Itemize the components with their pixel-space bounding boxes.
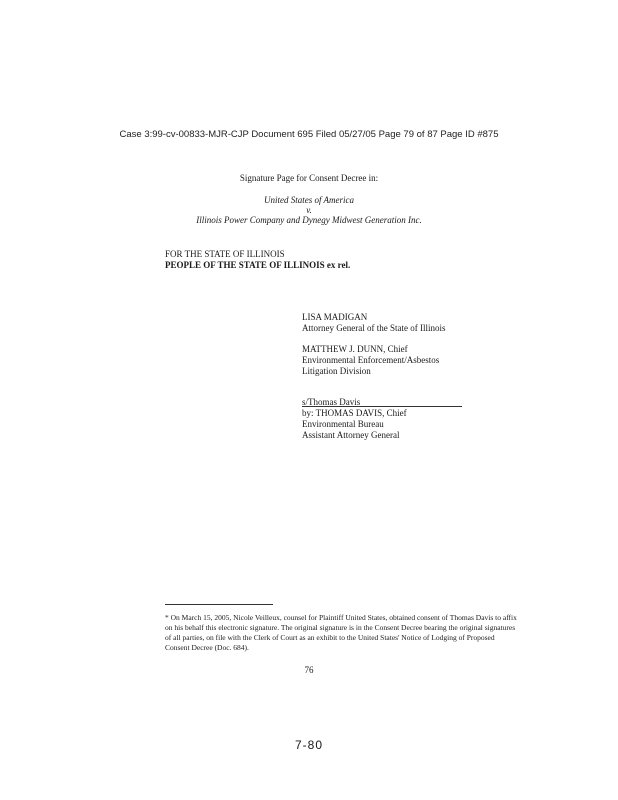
footnote-rule — [165, 604, 273, 605]
page-number: 76 — [304, 665, 314, 675]
signature-line — [302, 406, 462, 407]
exhibit-number: 7-80 — [294, 738, 324, 752]
caption-party-defendant: Illinois Power Company and Dynegy Midwest Generation Inc. — [196, 215, 422, 225]
madigan-name: LISA MADIGAN — [302, 312, 368, 322]
davis-title-line2: Assistant Attorney General — [302, 430, 400, 440]
madigan-title: Attorney General of the State of Illinois — [302, 323, 446, 333]
davis-name: by: THOMAS DAVIS, Chief — [302, 408, 407, 418]
caption-title: Signature Page for Consent Decree in: — [239, 173, 379, 183]
dunn-title-line2: Litigation Division — [302, 366, 371, 376]
dunn-title-line1: Environmental Enforcement/Asbestos — [302, 355, 440, 365]
caption-versus: v. — [306, 205, 312, 215]
case-header: Case 3:99-cv-00833-MJR-CJP Document 695 Filed 05/27/05 Page 79 of 87 Page ID #875 — [119, 129, 499, 140]
state-heading: FOR THE STATE OF ILLINOIS — [165, 249, 285, 259]
caption-party-plaintiff: United States of America — [263, 195, 355, 205]
state-people-line: PEOPLE OF THE STATE OF ILLINOIS ex rel. — [165, 260, 351, 270]
electronic-signature: s/Thomas Davis — [302, 397, 361, 407]
dunn-name: MATTHEW J. DUNN, Chief — [302, 344, 408, 354]
davis-title-line1: Environmental Bureau — [302, 419, 384, 429]
footnote-text: * On March 15, 2005, Nicole Veilleux, counsel for Plaintiff United States, obtained consent of Thomas Davis to affix on his behalf this electronic signature. The original signature is in the Consent Decree bearing the original signatures of all parties, on file with the Clerk of Court as an exhibit to the United States' Notice of Lodging of Proposed Consent Decree (Doc. 684). — [165, 613, 517, 652]
